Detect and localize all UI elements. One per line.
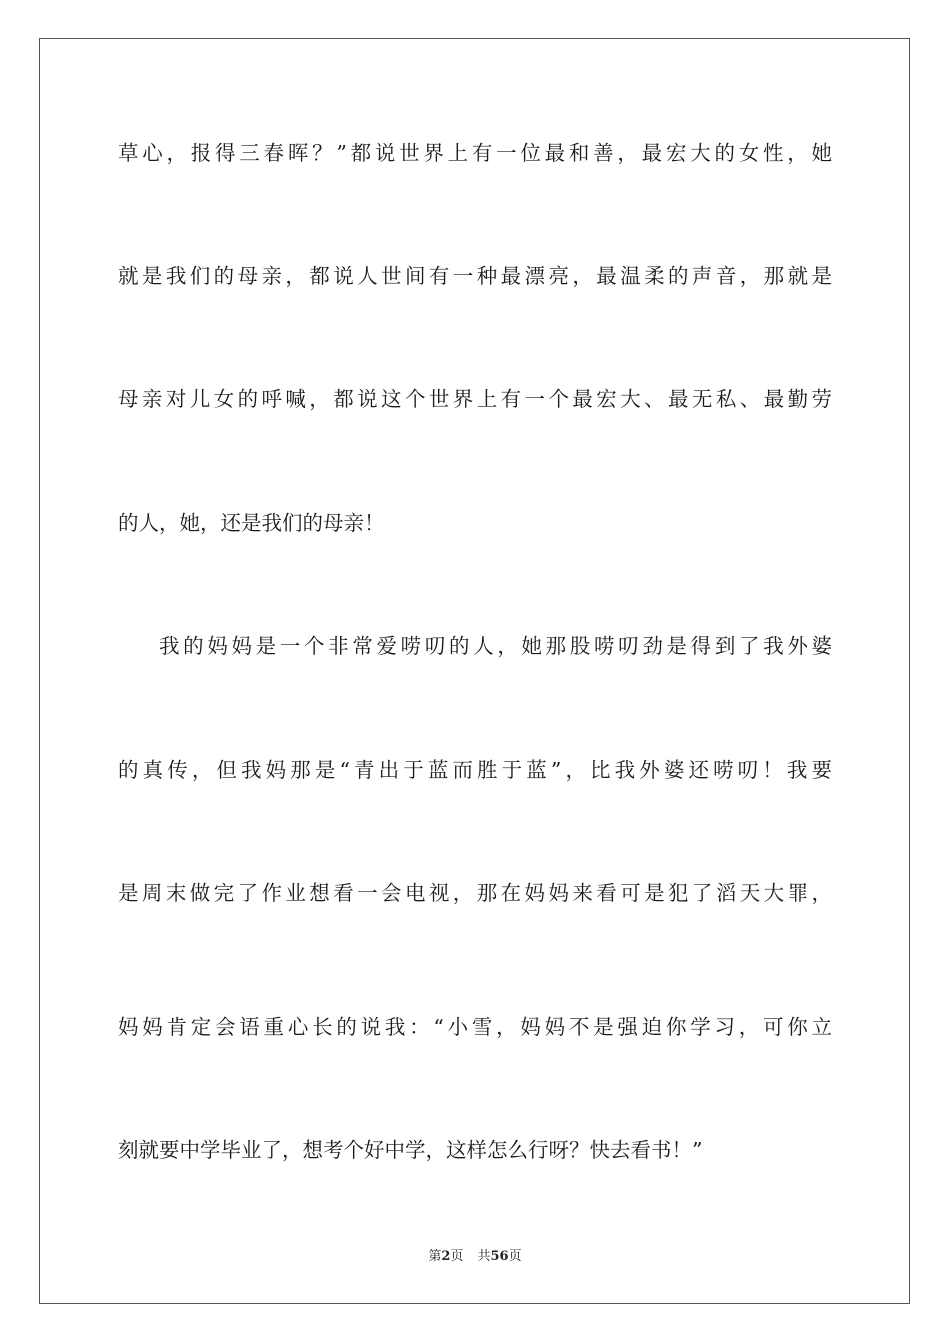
paragraph-line: 是周末做完了作业想看一会电视，那在妈妈来看可是犯了滔天大罪， [118,881,832,905]
paragraph-line: 就是我们的母亲，都说人世间有一种最漂亮，最温柔的声音，那就是 [118,264,832,288]
paragraph-line: 我的妈妈是一个非常爱唠叨的人，她那股唠叨劲是得到了我外婆 [159,634,832,658]
page-footer [0,1248,950,1266]
paragraph-line: 的真传，但我妈那是“青出于蓝而胜于蓝”，比我外婆还唠叨！我要 [118,758,832,782]
footer-total-suffix: 页 [508,1249,522,1264]
paragraph-line: 的人，她，还是我们的母亲！ [118,511,385,535]
footer-page-prefix: 第 [428,1249,442,1264]
footer-page-suffix: 页 [450,1249,464,1264]
footer-total-prefix: 共 [477,1249,491,1264]
paragraph-line: 草心，报得三春晖？”都说世界上有一位最和善，最宏大的女性，她 [118,141,832,165]
paragraph-line: 妈妈肯定会语重心长的说我：“小雪，妈妈不是强迫你学习，可你立 [118,1015,832,1039]
footer-page-number: 2 [441,1249,451,1264]
page-border [39,38,910,1304]
footer-total-pages: 56 [490,1249,509,1264]
paragraph-line: 母亲对儿女的呼喊，都说这个世界上有一个最宏大、最无私、最勤劳 [118,387,832,411]
paragraph-line: 刻就要中学毕业了，想考个好中学，这样怎么行呀？快去看书！” [118,1138,703,1162]
